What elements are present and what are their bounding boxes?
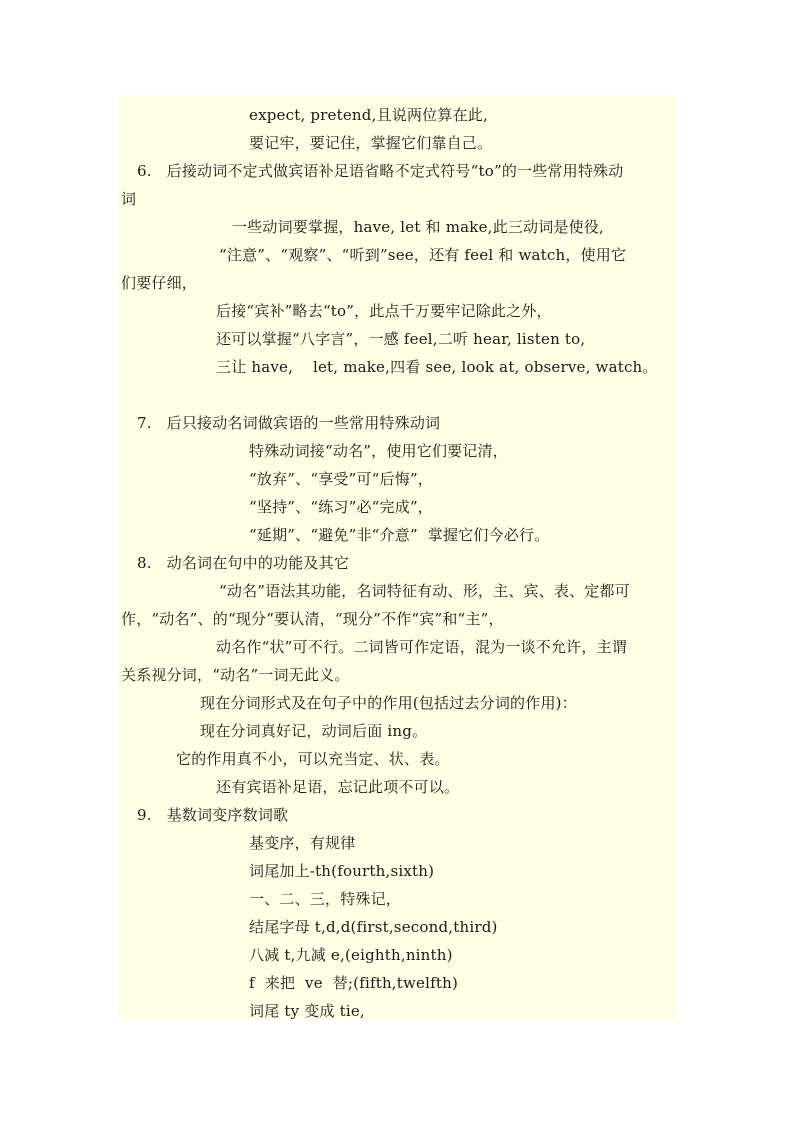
section-heading-7: 7. 后只接动名词做宾语的一些常用特殊动词 [137,414,441,432]
text-line: 结尾字母 t,d,d(first,second,third) [249,918,498,936]
text-line: f 来把 ve 替;(fifth,twelfth) [249,974,459,992]
text-line: “延期”、“避免”非“介意” 掌握它们今必行。 [249,526,550,544]
text-line: 词尾 ty 变成 tie, [249,1002,365,1020]
section-heading-6: 6. 后接动词不定式做宾语补足语省略不定式符号“to”的一些常用特殊动 [137,162,624,180]
text-line: 现在分词形式及在句子中的作用(包括过去分词的作用)： [200,694,577,712]
text-line: 三让 have, let, make,四看 see, look at, observe, watch。 [216,358,658,376]
text-line: 关系视分词，“动名”一词无此义。 [121,666,350,684]
text-line: 还有宾语补足语，忘记此项不可以。 [216,778,460,796]
section-heading-8: 8. 动名词在句中的功能及其它 [137,554,350,572]
text-line: 特殊动词接“动名”，使用它们要记清， [249,442,508,460]
text-line: “坚持”、“练习”必“完成”， [249,498,434,516]
section-heading-9: 9. 基数词变序数词歌 [137,806,289,824]
text-line: 基变序，有规律 [249,834,356,852]
text-line: 八减 t,九减 e,(eighth,ninth) [249,946,453,964]
text-line: expect, pretend,且说两位算在此, [249,106,488,124]
text-line: 后接“宾补”略去“to”，此点千万要牢记除此之外， [216,302,552,320]
text-line: 作，“动名”、的“现分”要认清，“现分”不作“宾”和“主”， [121,610,504,628]
text-line: 现在分词真好记，动词后面 ing。 [200,722,428,740]
text-line: 一、二、三，特殊记， [249,890,402,908]
text-line: “动名”语法其功能，名词特征有动、形，主、宾、表、定都可 [219,582,630,600]
text-line: 词 [121,190,137,208]
text-line: 们要仔细， [121,274,198,292]
text-line: 动名作“状”可不行。二词皆可作定语，混为一谈不允许，主谓 [216,638,627,656]
text-line: 它的作用真不小，可以充当定、状、表。 [176,750,450,768]
text-line: 词尾加上-th(fourth,sixth) [249,862,435,880]
text-line: “注意”、“观察”、“听到”see，还有 feel 和 watch，使用它 [219,246,627,264]
text-line: “放弃”、“享受”可“后悔”， [249,470,434,488]
text-line: 还可以掌握“八字言”，一感 feel,二听 hear, listen to, [216,330,586,348]
text-line: 一些动词要掌握，have, let 和 make,此三动词是使役, [232,218,604,236]
text-line: 要记牢，要记住，掌握它们靠自己。 [249,134,493,152]
